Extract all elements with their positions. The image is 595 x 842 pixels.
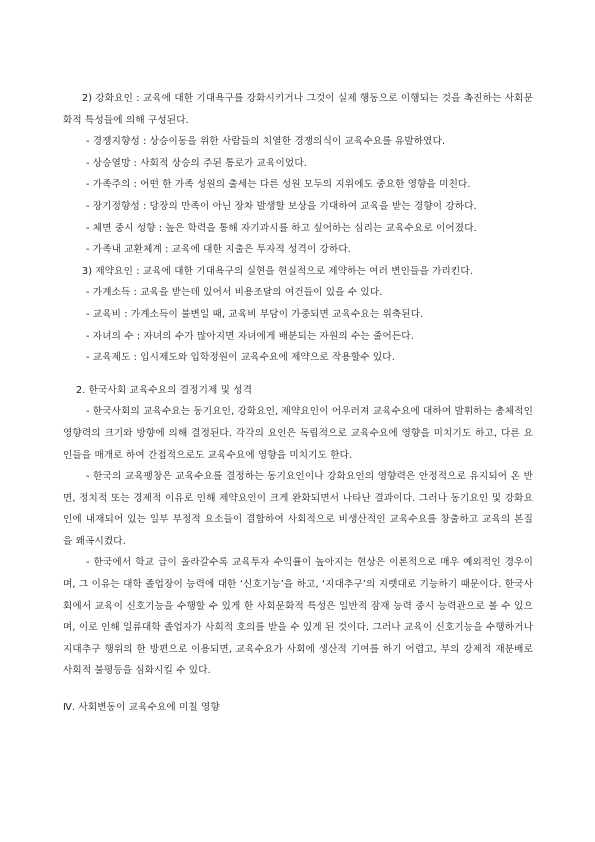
section-4-heading: Ⅳ. 사회변동이 교육수요에 미칠 영향 [63, 702, 220, 714]
education-system-item: - 교육제도 : 입시제도와 입학정원이 교육수요에 제약으로 작용할수 있다. [86, 352, 395, 364]
spacer [63, 682, 533, 697]
education-cost-item: - 교육비 : 가계소득이 불변일 때, 교육비 부담이 가중되면 교육수요는 위축된다. [86, 308, 424, 320]
reinforcing-factors-paragraph: 2) 강화요인 : 교육에 대한 기대욕구를 강화시키거나 그것이 실제 행동으로 이행되는 것을 촉진하는 사회문화적 특성들에 의해 구성된다. [63, 93, 533, 126]
household-income-item: - 가계소득 : 교육을 받는데 있어서 비용조달의 여건들이 있을 수 있다. [86, 287, 383, 299]
constraint-factors-paragraph: 3) 제약요인 : 교육에 대한 기대욕구의 실현을 현실적으로 제약하는 여러 변인들을 가리킨다. [82, 265, 473, 277]
upward-aspiration-item: - 상승열망 : 사회적 상승의 주된 통로가 교육이었다. [86, 157, 307, 169]
spacer [63, 369, 533, 380]
face-saving-item: - 체면 중시 성향 : 높은 학력을 통해 자기과시를 하고 싶어하는 심리는 교육수요로 이어졌다. [86, 222, 477, 234]
section-2-paragraph-3: - 한국에서 학교 급이 올라갈수록 교육투자 수익률이 높아지는 현상은 이론적으로 매우 예외적인 경우이며, 그 이유는 대학 졸업장이 능력에 대한 ‘신호기능’을 하고, ‘지대추구’의 지렛대로 기능하기 때문이다. 한국사회에서 교육이 신호기능을 수행할 수 있게 한 사회문화적 특성은 일반적 잠재 능력 중시 능력관으로 볼 수 있으며, 이로 인해 일류대학 졸업자가 사회적 호의를 받을 수 있게 된 것이다. 그러나 교육이 신호기능을 수행하거나 지대추구 행위의 한 방편으로 이용되면, 교육수요가 사회에 생산적 기여를 하기 어렵고, 부의 강제적 재분배로 사회적 불평등을 심화시킬 수 있다. [63, 557, 533, 677]
section-2-paragraph-2: - 한국의 교육팽창은 교육수요를 결정하는 동기요인이나 강화요인의 영향력은 안정적으로 유지되어 온 반면, 정치적 또는 경제적 이유로 인해 제약요인이 크게 완화되면서 나타난 결과이다. 그러나 동기요인 및 강화요인에 내재되어 있는 일부 부정적 요소들이 결합하여 사회적으로 비생산적인 교육수요를 창출하고 교육의 본질을 왜곡시켰다. [63, 471, 533, 547]
number-of-children-item: - 자녀의 수 : 자녀의 수가 많아지면 자녀에게 배분되는 자원의 수는 줄어든다. [86, 330, 414, 342]
long-term-orientation-item: - 장기정향성 : 당장의 만족이 아닌 장차 발생할 보상을 기대하여 교육을 받는 경향이 강하다. [86, 200, 477, 212]
competition-orientation-item: - 경쟁지향성 : 상승이동을 위한 사람들의 치열한 경쟁의식이 교육수요를 유발하였다. [86, 136, 446, 148]
family-exchange-item: - 가족내 교환체계 : 교육에 대한 지출은 투자적 성격이 강하다. [86, 244, 352, 256]
familism-item: - 가족주의 : 어떤 한 가족 성원의 출세는 다른 성원 모두의 지위에도 중요한 영향을 미친다. [86, 179, 471, 191]
section-2-paragraph-1: - 한국사회의 교육수요는 동기요인, 강화요인, 제약요인이 어우러져 교육수요에 대하여 발휘하는 총체적인 영향력의 크기와 방향에 의해 결정된다. 각각의 요인은 독립적으로 교육수요에 영향을 미치기도 하고, 다른 요인들을 매개로 하여 간접적으로도 교육수요에 영향을 미치기도 한다. [63, 406, 533, 461]
section-2-heading: 2. 한국사회 교육수요의 결정기제 및 성격 [76, 384, 253, 396]
document-body [63, 88, 533, 719]
